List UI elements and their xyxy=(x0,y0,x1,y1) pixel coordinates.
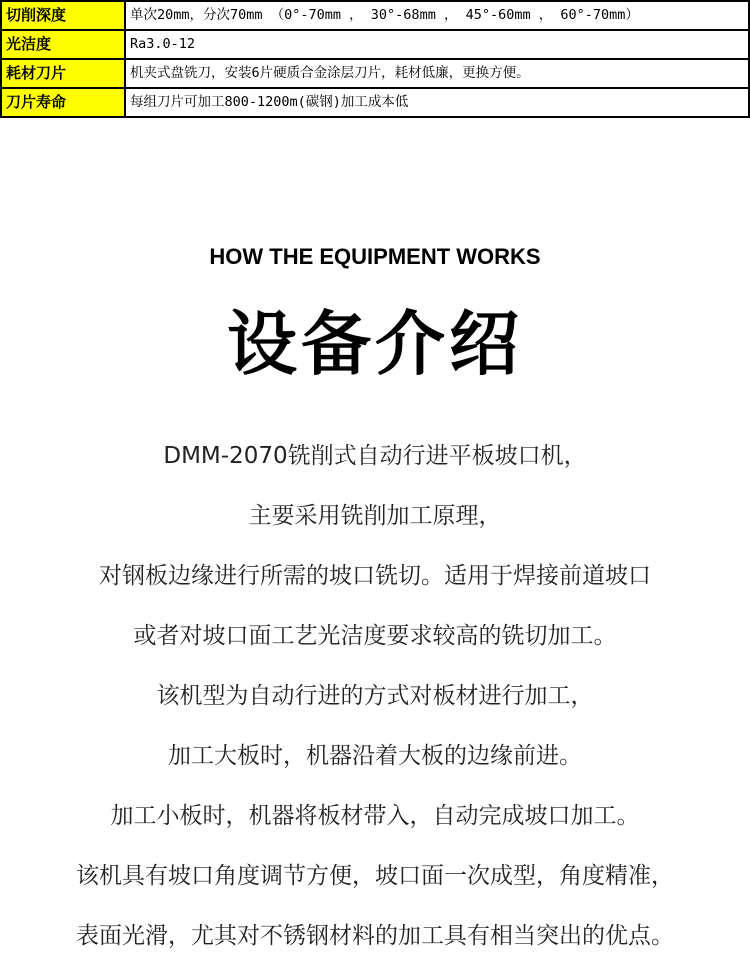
spec-label-blade-life: 刀片寿命 xyxy=(1,88,125,117)
spec-label-finish: 光洁度 xyxy=(1,30,125,59)
spec-value-finish: Ra3.0-12 xyxy=(125,30,749,59)
spec-label-cut-depth: 切削深度 xyxy=(1,1,125,30)
description-line: 主要采用铣削加工原理， xyxy=(248,503,502,529)
section-heading-cn: 设备介绍 xyxy=(227,303,523,385)
description-line: 该机具有坡口角度调节方便，坡口面一次成型，角度精准， xyxy=(76,863,674,889)
equipment-description xyxy=(0,436,750,976)
table-row xyxy=(1,88,749,117)
spec-value-blades: 机夹式盘铣刀，安装6片硬质合金涂层刀片，耗材低廉，更换方便。 xyxy=(125,59,749,88)
table-row xyxy=(1,30,749,59)
description-line: 加工小板时，机器将板材带入，自动完成坡口加工。 xyxy=(110,803,640,829)
description-line: 该机型为自动行进的方式对板材进行加工， xyxy=(156,683,594,709)
spec-table xyxy=(0,0,750,118)
spec-value-cut-depth: 单次20mm，分次70mm （0°-70mm ， 30°-68mm ， 45°-60mm ， 60°-70mm） xyxy=(125,1,749,30)
spec-label-blades: 耗材刀片 xyxy=(1,59,125,88)
description-line: 表面光滑，尤其对不锈钢材料的加工具有相当突出的优点。 xyxy=(76,923,674,949)
spec-value-blade-life: 每组刀片可加工800-1200m(碳钢)加工成本低 xyxy=(125,88,749,117)
description-line: 或者对坡口面工艺光洁度要求较高的铣切加工。 xyxy=(133,623,617,649)
table-row xyxy=(1,59,749,88)
description-line: 对钢板边缘进行所需的坡口铣切。适用于焊接前道坡口 xyxy=(99,563,651,589)
section-heading-en: HOW THE EQUIPMENT WORKS xyxy=(209,244,541,269)
table-row xyxy=(1,1,749,30)
description-line: DMM-2070铣削式自动行进平板坡口机， xyxy=(163,443,587,469)
description-line: 加工大板时，机器沿着大板的边缘前进。 xyxy=(168,743,582,769)
